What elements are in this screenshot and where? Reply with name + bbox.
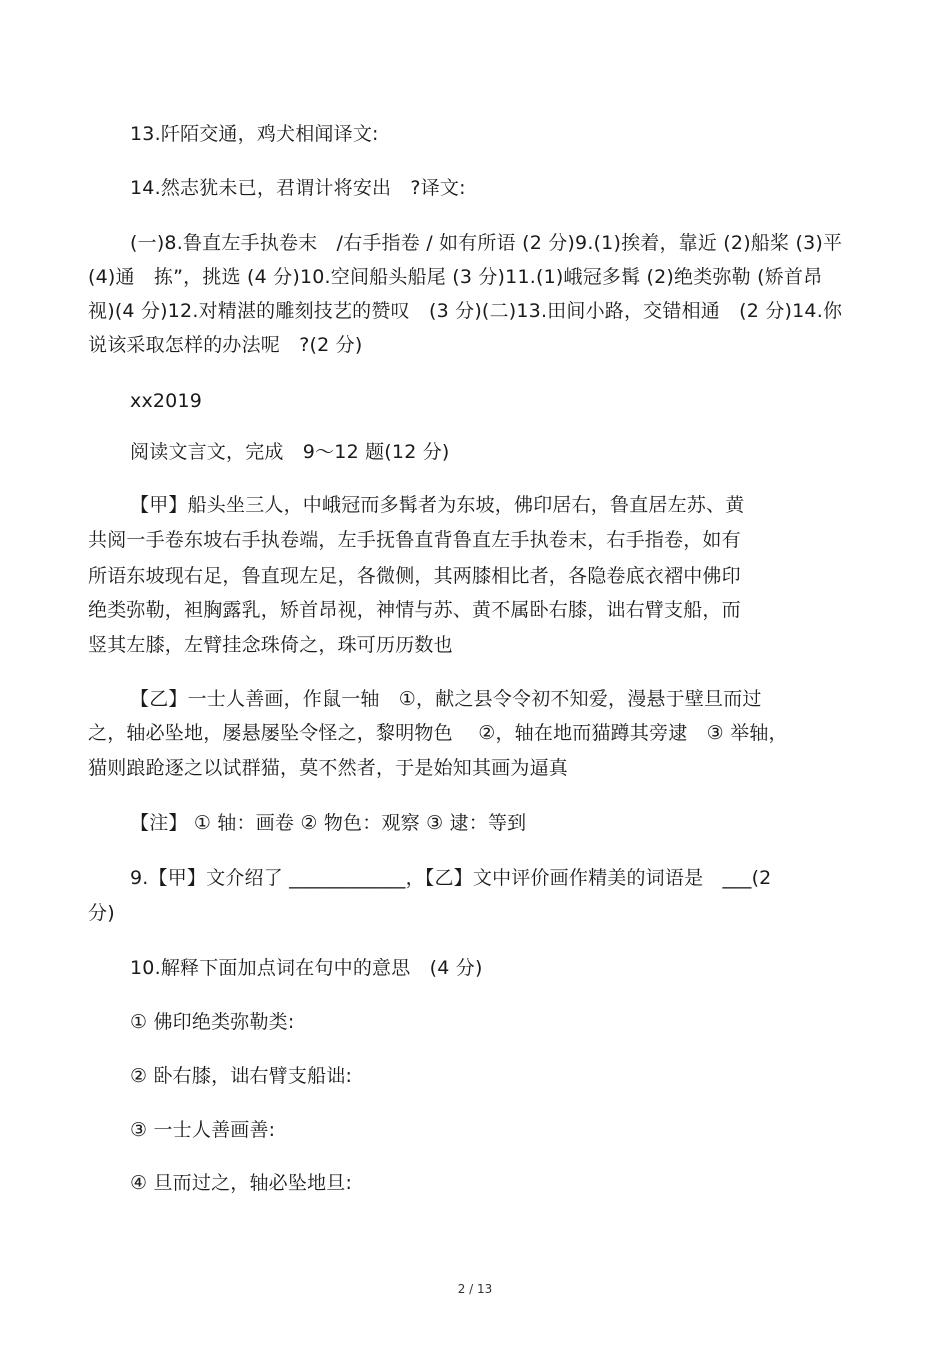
answer-line-4: 说该采取怎样的办法呢 ?(2 分) <box>88 334 363 356</box>
reading-instruction: 阅读文言文，完成 9～12 题(12 分) <box>130 441 450 463</box>
passage-yi-line-1: 【乙】一士人善画，作鼠一轴 ①，献之县令令初不知爱，漫悬于壁旦而过 <box>130 688 762 710</box>
passage-jia-line-4: 绝类弥勒，袒胸露乳，矫首昂视，神情与苏、黄不属卧右膝，诎右臂支船，而 <box>88 599 741 621</box>
question-10-item-1: ① 佛印绝类弥勒类: <box>130 1011 295 1033</box>
passage-jia-line-5: 竖其左膝，左臂挂念珠倚之，珠可历历数也 <box>88 634 453 656</box>
question-9-line-2: 分) <box>88 902 115 924</box>
passage-yi-line-2: 之，轴必坠地，屡悬屡坠令怪之，黎明物色 ②，轴在地而猫蹲其旁逮 ③ 举轴， <box>88 722 788 744</box>
passage-jia-line-3: 所语东坡现右足，鲁直现左足，各微侧，其两膝相比者，各隐卷底衣褶中佛印 <box>88 565 741 587</box>
passage-jia-line-2: 共阅一手卷东坡右手执卷端，左手抚鲁直背鲁直左手执卷末，右手指卷，如有 <box>88 529 741 551</box>
question-10-item-2: ② 卧右膝，诎右臂支船诎: <box>130 1065 353 1087</box>
answer-line-2: (4)通 拣”，挑选 (4 分)10.空间船头船尾 (3 分)11.(1)峨冠多髯 (2)绝类弥勒 (矫首昂 <box>88 266 823 288</box>
answer-line-1: (一)8.鲁直左手执卷末 /右手指卷 / 如有所语 (2 分)9.(1)挨着，靠近 (2)船桨 (3)平 <box>130 232 843 254</box>
question-9-line-1: 9.【甲】文介绍了 ____________，【乙】文中评价画作精美的词语是 ___(2 <box>130 867 772 889</box>
question-10: 10.解释下面加点词在句中的意思 (4 分) <box>130 957 483 979</box>
annotation-note: 【注】 ① 轴：画卷 ② 物色：观察 ③ 逮：等到 <box>130 812 527 834</box>
passage-yi-line-3: 猫则踉跄逐之以试群猫，莫不然者，于是始知其画为逼真 <box>88 757 569 779</box>
question-14: 14.然志犹未已，君谓计将安出 ?译文: <box>130 177 466 199</box>
question-13: 13.阡陌交通，鸡犬相闻译文: <box>130 123 379 145</box>
answer-line-3: 视)(4 分)12.对精湛的雕刻技艺的赞叹 (3 分)(二)13.田间小路，交错相通 (2 分)14.你 <box>88 300 843 322</box>
section-heading: xx2019 <box>130 390 203 412</box>
passage-jia-line-1: 【甲】船头坐三人，中峨冠而多髯者为东坡，佛印居右，鲁直居左苏、黄 <box>130 494 745 516</box>
page-number: 2 / 13 <box>457 1282 493 1296</box>
question-10-item-3: ③ 一士人善画善: <box>130 1119 276 1141</box>
question-10-item-4: ④ 旦而过之，轴必坠地旦: <box>130 1172 353 1194</box>
